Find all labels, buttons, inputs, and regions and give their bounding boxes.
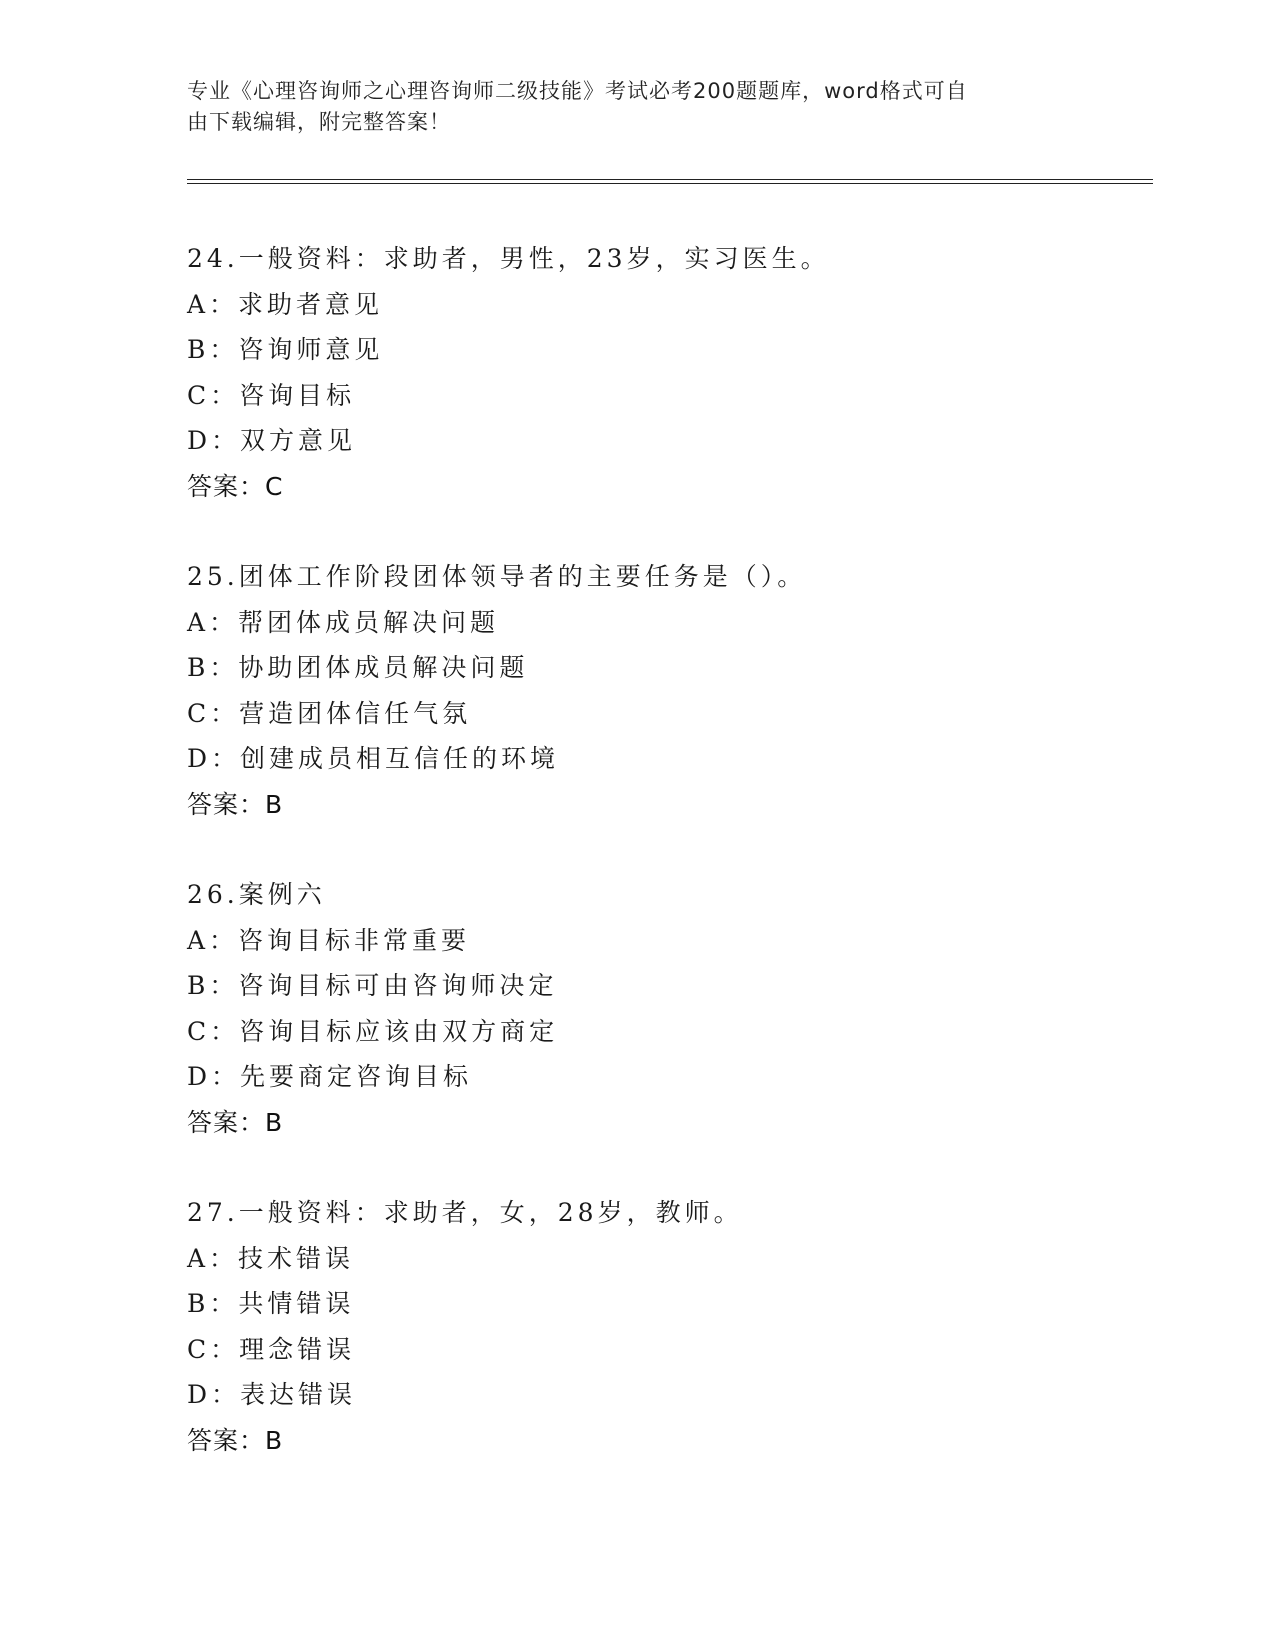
option-d: D：表达错误 [187,1380,357,1409]
option-d: D：双方意见 [187,426,357,455]
option-a: A：技术错误 [187,1243,355,1273]
question-stem: 24.一般资料：求助者，男性，23岁，实习医生。 [187,244,830,273]
option-d: D：先要商定咨询目标 [187,1062,473,1091]
option-a: A：咨询目标非常重要 [187,925,471,955]
option-c: C：咨询目标应该由双方商定 [187,1016,559,1046]
question-stem: 27.一般资料：求助者，女，28岁，教师。 [187,1198,743,1227]
option-b: B：协助团体成员解决问题 [187,653,529,682]
option-c: C：咨询目标 [187,380,356,410]
option-d: D：创建成员相互信任的环境 [187,744,560,773]
answer: 答案：C [187,471,284,501]
option-c: C：营造团体信任气氛 [187,698,472,728]
option-a: A：求助者意见 [187,289,384,319]
question-list [187,236,1087,1508]
question-26 [187,872,1087,1190]
document-header [187,76,1067,138]
answer: 答案：B [187,1425,284,1455]
header-divider [187,179,1153,184]
question-25 [187,554,1087,872]
option-b: B：共情错误 [187,1289,355,1318]
question-stem: 25.团体工作阶段团体领导者的主要任务是（）。 [187,562,807,591]
answer: 答案：B [187,789,284,819]
header-line-1: 专业《心理咨询师之心理咨询师二级技能》考试必考200题题库，word格式可自 [187,79,968,103]
question-27 [187,1190,1087,1508]
option-a: A：帮团体成员解决问题 [187,607,500,637]
header-line-2: 由下载编辑，附完整答案！ [187,110,451,134]
option-b: B：咨询目标可由咨询师决定 [187,971,558,1000]
question-stem: 26.案例六 [187,880,326,909]
option-c: C：理念错误 [187,1334,356,1364]
answer: 答案：B [187,1107,284,1137]
option-b: B：咨询师意见 [187,335,384,364]
question-24 [187,236,1087,554]
